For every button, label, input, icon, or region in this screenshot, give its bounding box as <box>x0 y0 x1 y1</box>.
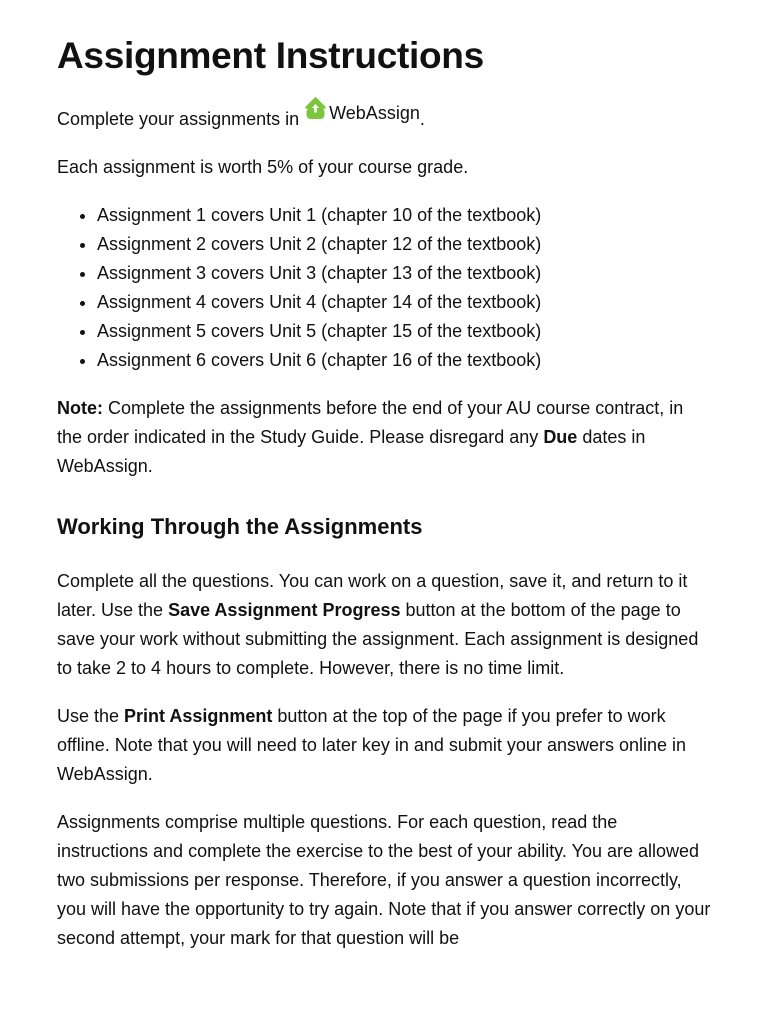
webassign-link-label: WebAssign <box>329 103 420 123</box>
list-item: • Assignment 4 covers Unit 4 (chapter 14 of the textbook) <box>97 288 711 317</box>
work-paragraph-3: Assignments comprise multiple questions. For each question, read the instructions and complete the exercise to the best of your ability. You are allowed two submissions per response. Therefore, if you answer a question incorrectly, you will have the opportunity to try again. Note that if you answer correctly on your second attempt, your mark for that question will be <box>57 812 711 948</box>
due-label: Due <box>543 427 578 447</box>
intro-prefix: Complete your assignments in <box>57 109 305 129</box>
note-label: Note: <box>57 398 103 418</box>
work-text-1b: button at the bottom of the page to save your work without submitting the assignment. Each assignment is designed to take 2 to 4 hours to complete. However, there is no time limit. <box>57 600 699 678</box>
work-paragraph-2 <box>57 702 711 789</box>
work-text-1a: Complete all the questions. You can work on a question, save it, and return to it later. Use the <box>57 571 688 620</box>
webassign-link[interactable] <box>304 99 420 128</box>
intro-paragraph <box>57 99 711 134</box>
work-paragraph-1 <box>57 567 711 683</box>
list-item: • Assignment 1 covers Unit 1 (chapter 10 of the textbook) <box>97 201 711 230</box>
upload-arrow-icon <box>304 97 327 120</box>
work-text-2a: Use the <box>57 706 125 726</box>
note-text-1: Complete the assignments before the end of your AU course contract, in the order indicated in the Study Guide. Please disregard any <box>57 398 684 447</box>
note-text-2: dates in WebAssign. <box>57 427 646 476</box>
note-paragraph <box>57 394 711 481</box>
list-item: • Assignment 3 covers Unit 3 (chapter 13 of the textbook) <box>97 259 711 288</box>
intro-suffix: . <box>419 109 425 129</box>
section-heading: Working Through the Assignments <box>57 514 423 539</box>
list-item: • Assignment 5 covers Unit 5 (chapter 15 of the textbook) <box>97 317 711 346</box>
print-assignment-label: Print Assignment <box>124 706 273 726</box>
work-text-2b: button at the top of the page if you prefer to work offline. Note that you will need to later key in and submit your answers online in WebAssign. <box>57 706 687 784</box>
grade-weight-text: Each assignment is worth 5% of your course grade. <box>57 157 469 177</box>
save-progress-label: Save Assignment Progress <box>168 600 401 620</box>
list-item: • Assignment 2 covers Unit 2 (chapter 12 of the textbook) <box>97 230 711 259</box>
list-item: • Assignment 6 covers Unit 6 (chapter 16 of the textbook) <box>97 346 711 375</box>
page-title: Assignment Instructions <box>57 35 484 76</box>
assignment-list <box>57 201 711 375</box>
